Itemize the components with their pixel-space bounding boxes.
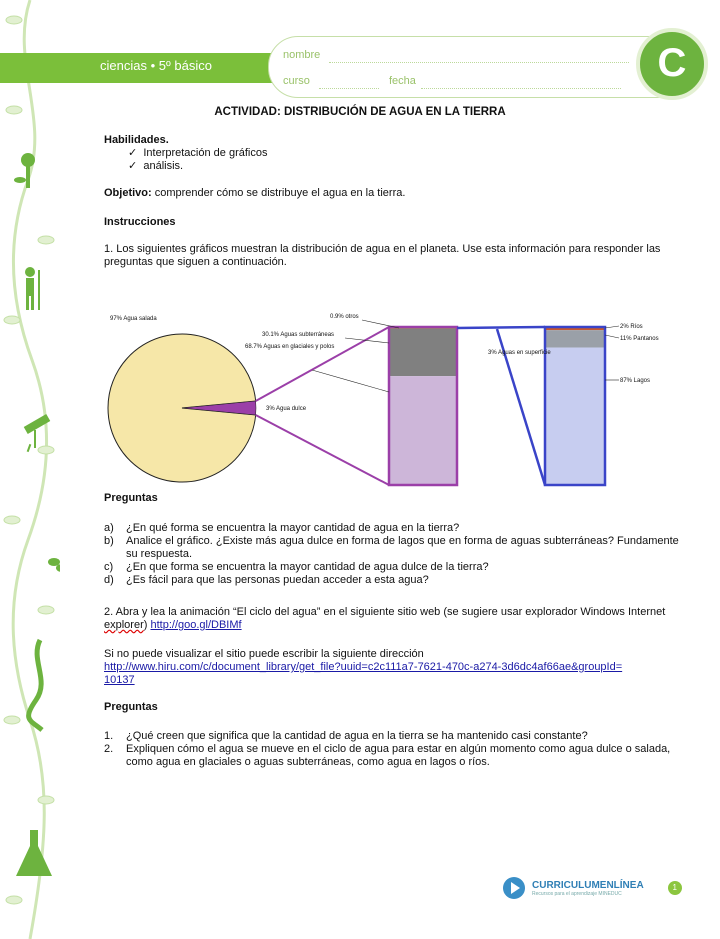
question-text: ¿En qué forma se encuentra la mayor cantidad de agua en la tierra? [126, 522, 460, 534]
bar2-leader-1 [605, 335, 619, 338]
bar1-segment-2 [389, 376, 457, 485]
butterfly-icon [48, 558, 60, 572]
bar2-label-2: 87% Lagos [620, 378, 651, 384]
question-item [104, 522, 684, 535]
header-subject [100, 58, 212, 73]
question-text: ¿Qué creen que significa que la cantidad de agua en la tierra se ha mantenido casi constante? [126, 730, 588, 742]
objective [104, 187, 684, 200]
grade-label: 5º básico [158, 58, 212, 73]
page-number: 1 [668, 881, 682, 895]
question-marker: a) [104, 522, 114, 534]
logo-tagline: Recursos para el aprendizaje MINEDUC [532, 890, 622, 897]
bar1-segment-1 [389, 328, 457, 376]
lizard-icon [29, 640, 42, 730]
bar1-label-1: 30.1% Aguas subterráneas [262, 332, 335, 338]
questions-2-heading: Preguntas [104, 701, 158, 713]
misspelled-word: explorer [104, 619, 144, 631]
decorative-vine-sidebar [0, 0, 60, 939]
question-marker: 1. [104, 730, 114, 742]
bar2-segment-2 [545, 348, 605, 485]
animation-link[interactable]: http://goo.gl/DBIMf [150, 619, 242, 631]
bar2-label-1: 11% Pantanos [620, 336, 659, 342]
date-field[interactable] [421, 87, 621, 89]
flask-icon [16, 830, 52, 876]
bar1-leader-2 [312, 370, 389, 392]
name-field[interactable] [329, 61, 629, 63]
question-item [104, 574, 684, 587]
skill-item: ✓ Interpretación de gráficos [128, 147, 268, 159]
explorer-icon [25, 267, 40, 310]
questions-2-list [104, 730, 684, 769]
bar2-connector-label: 3% Aguas en superficie [488, 350, 551, 356]
skills-heading: Habilidades. [104, 134, 169, 146]
question-item [104, 730, 684, 743]
instruction-2-text: 2. Abra y lea la animación “El ciclo del agua” en el siguiente sitio web (se sugiere usar explorador Windows Internet [104, 606, 666, 618]
name-label: nombre [283, 49, 321, 61]
hiru-link[interactable]: http://www.hiru.com/c/document_library/get_file?uuid=c2c111a7-7621-470c-a274-3d6dc4af66ae&groupId=10137 [104, 661, 623, 686]
course-field[interactable] [319, 87, 379, 89]
question-text: Expliquen cómo el agua se mueve en el ciclo de agua para estar en algún momento como agua dulce o salada, como agua en glaciales o aguas subterráneas, como agua en lagos o ríos. [126, 743, 671, 768]
bar2-leader-0 [605, 326, 619, 328]
question-item [104, 535, 684, 561]
question-marker: 2. [104, 743, 114, 755]
subject-label: ciencias [100, 58, 147, 73]
connector-top-2 [457, 327, 545, 328]
question-marker: c) [104, 561, 114, 573]
connector-bottom-1 [256, 415, 389, 485]
question-text: Analice el gráfico. ¿Existe más agua dulce en forma de lagos que en forma de aguas subterráneas? Fundamente su respuesta. [126, 535, 679, 560]
pie-label-salt-water: 97% Agua salada [110, 316, 157, 322]
skill-item: ✓ análisis. [128, 160, 184, 172]
bar2-segment-1 [545, 330, 605, 347]
student-info-form [268, 36, 690, 98]
course-label: curso [283, 75, 310, 87]
alt-access [104, 648, 624, 687]
objective-label: Objetivo: [104, 187, 152, 199]
bar1-leader-0 [362, 320, 399, 328]
question-text: ¿Es fácil para que las personas puedan acceder a esta agua? [126, 574, 429, 586]
bar2-label-0: 2% Ríos [620, 324, 643, 330]
skill-text: análisis. [143, 160, 184, 172]
instruction-1: 1. Los siguientes gráficos muestran la distribución de agua en el planeta. Use esta información para responder las preguntas que siguen a continuación. [104, 243, 661, 268]
water-distribution-chart [100, 300, 700, 495]
skills-section [104, 134, 684, 173]
questions-1-heading: Preguntas [104, 492, 158, 504]
page-title: ACTIVIDAD: DISTRIBUCIÓN DE AGUA EN LA TIERRA [214, 106, 506, 118]
questions-1-list [104, 522, 684, 587]
bar1-label-0: 0.9% otros [330, 314, 359, 320]
separator: • [150, 58, 156, 73]
question-marker: d) [104, 574, 114, 586]
instructions-heading: Instrucciones [104, 216, 176, 228]
skill-text: Interpretación de gráficos [143, 147, 268, 159]
logo-text: CURRICULUMENLÍNEA [532, 879, 644, 891]
date-label: fecha [389, 75, 416, 87]
level-badge: C [636, 28, 708, 100]
bar1-label-2: 68.7% Aguas en glaciales y polos [245, 344, 335, 350]
instruction-2 [104, 606, 684, 632]
pie-label-fresh-water: 3% Agua dulce [266, 406, 307, 412]
connector-top-1 [256, 327, 389, 401]
alt-access-text: Si no puede visualizar el sitio puede escribir la siguiente dirección [104, 648, 424, 660]
play-arrow-icon [502, 876, 526, 900]
question-item [104, 743, 684, 769]
instruction-2-text-end: ) [143, 619, 151, 631]
question-marker: b) [104, 535, 114, 547]
objective-text: comprender cómo se distribuye el agua en la tierra. [151, 187, 406, 199]
question-item [104, 561, 684, 574]
curriculum-logo [502, 876, 682, 900]
question-text: ¿En que forma se encuentra la mayor cantidad de agua dulce de la tierra? [126, 561, 489, 573]
